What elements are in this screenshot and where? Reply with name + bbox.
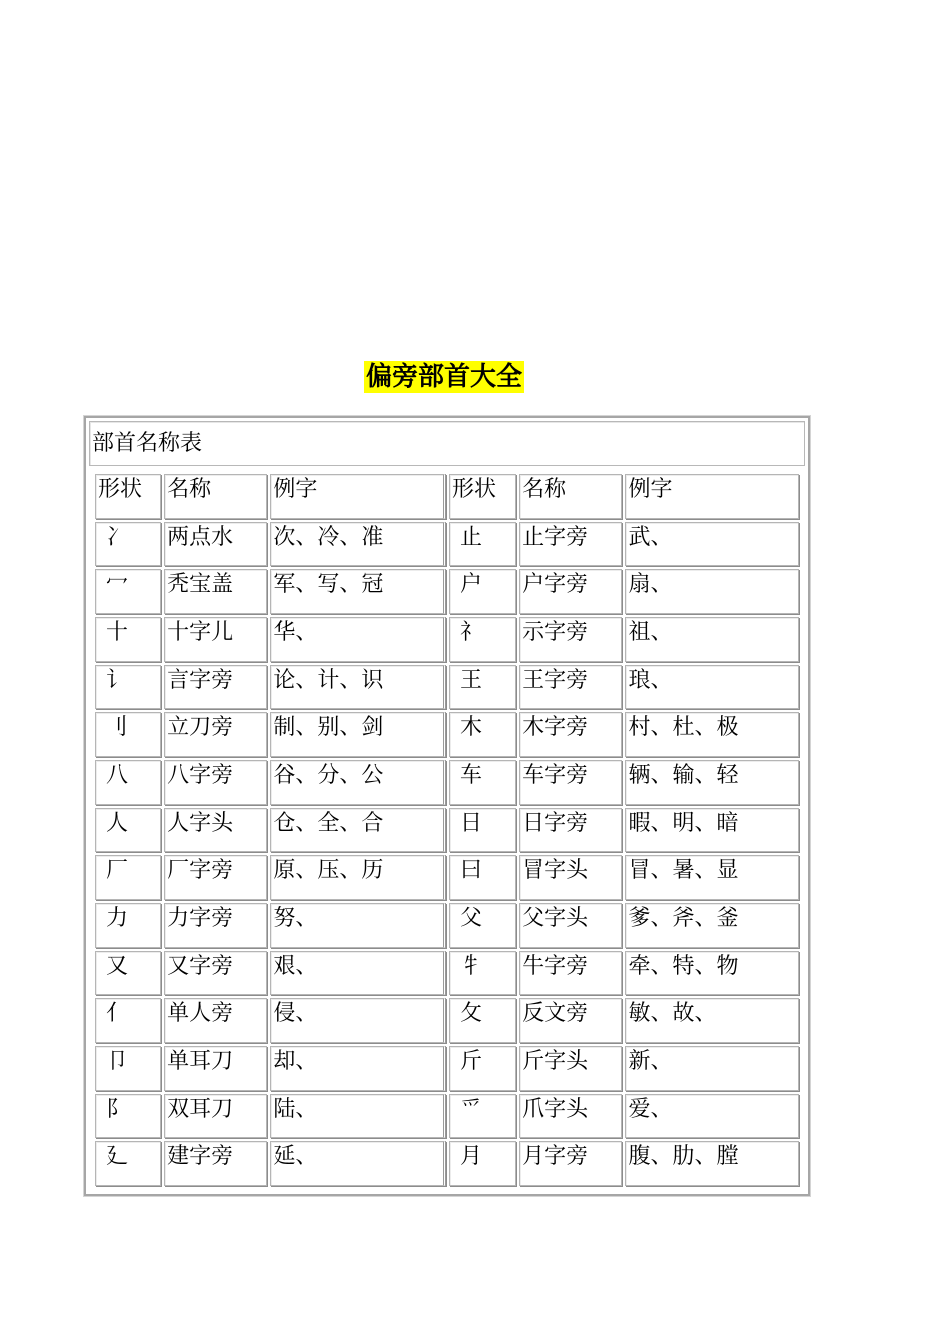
cell-name: 日字旁 xyxy=(519,808,622,853)
cell-name: 牛字旁 xyxy=(519,951,622,996)
cell-name: 两点水 xyxy=(164,522,267,567)
cell-examples: 冒、暑、显 xyxy=(625,855,799,900)
table-row xyxy=(95,569,799,614)
cell-examples: 制、别、剑 xyxy=(270,712,446,757)
cell-examples: 腹、肋、膛 xyxy=(625,1141,799,1186)
cell-name: 爪字头 xyxy=(519,1094,622,1139)
cell-shape: 止 xyxy=(449,522,516,567)
table-row xyxy=(95,712,799,757)
table-row xyxy=(95,617,799,662)
cell-examples: 谷、分、公 xyxy=(270,760,446,805)
table-row xyxy=(95,1141,799,1186)
cell-shape: 木 xyxy=(449,712,516,757)
cell-name: 月字旁 xyxy=(519,1141,622,1186)
cell-shape: 八 xyxy=(95,760,161,805)
cell-name: 父字头 xyxy=(519,903,622,948)
cell-shape: 卩 xyxy=(95,1046,161,1091)
cell-name: 秃宝盖 xyxy=(164,569,267,614)
cell-shape: 讠 xyxy=(95,665,161,710)
table-header-row xyxy=(95,474,799,519)
cell-shape: 牜 xyxy=(449,951,516,996)
header-cell-shape: 形状 xyxy=(95,474,161,519)
cell-name: 车字旁 xyxy=(519,760,622,805)
cell-shape: 曰 xyxy=(449,855,516,900)
cell-examples: 侵、 xyxy=(270,998,446,1043)
cell-name: 示字旁 xyxy=(519,617,622,662)
cell-name: 反文旁 xyxy=(519,998,622,1043)
cell-examples: 琅、 xyxy=(625,665,799,710)
cell-name: 八字旁 xyxy=(164,760,267,805)
cell-shape: 十 xyxy=(95,617,161,662)
cell-name: 斤字头 xyxy=(519,1046,622,1091)
radical-table-frame xyxy=(84,416,810,1196)
cell-examples: 爹、斧、釜 xyxy=(625,903,799,948)
cell-examples: 却、 xyxy=(270,1046,446,1091)
cell-examples: 辆、输、轻 xyxy=(625,760,799,805)
cell-examples: 敏、故、 xyxy=(625,998,799,1043)
cell-name: 单耳刀 xyxy=(164,1046,267,1091)
cell-shape: 攵 xyxy=(449,998,516,1043)
table-row xyxy=(95,903,799,948)
cell-name: 言字旁 xyxy=(164,665,267,710)
cell-shape: 阝 xyxy=(95,1094,161,1139)
header-cell-examples: 例字 xyxy=(270,474,446,519)
radical-table xyxy=(92,471,802,1189)
cell-shape: 车 xyxy=(449,760,516,805)
cell-shape: 王 xyxy=(449,665,516,710)
table-row xyxy=(95,951,799,996)
cell-shape: 日 xyxy=(449,808,516,853)
cell-shape: 又 xyxy=(95,951,161,996)
table-row xyxy=(95,998,799,1043)
cell-examples: 武、 xyxy=(625,522,799,567)
cell-name: 木字旁 xyxy=(519,712,622,757)
cell-name: 又字旁 xyxy=(164,951,267,996)
page-title xyxy=(0,356,888,393)
table-row xyxy=(95,808,799,853)
cell-shape: 礻 xyxy=(449,617,516,662)
cell-examples: 扇、 xyxy=(625,569,799,614)
cell-shape: 力 xyxy=(95,903,161,948)
cell-name: 双耳刀 xyxy=(164,1094,267,1139)
cell-shape: 户 xyxy=(449,569,516,614)
cell-examples: 陆、 xyxy=(270,1094,446,1139)
cell-examples: 艰、 xyxy=(270,951,446,996)
cell-name: 人字头 xyxy=(164,808,267,853)
table-row xyxy=(95,760,799,805)
cell-name: 力字旁 xyxy=(164,903,267,948)
cell-shape: 爫 xyxy=(449,1094,516,1139)
table-row xyxy=(95,522,799,567)
table-caption-text: 部首名称表 xyxy=(92,431,203,456)
cell-name: 建字旁 xyxy=(164,1141,267,1186)
cell-shape: 斤 xyxy=(449,1046,516,1091)
header-cell-name: 名称 xyxy=(164,474,267,519)
page-title-text: 偏旁部首大全 xyxy=(365,362,522,392)
cell-examples: 原、压、历 xyxy=(270,855,446,900)
cell-name: 止字旁 xyxy=(519,522,622,567)
cell-examples: 努、 xyxy=(270,903,446,948)
cell-name: 王字旁 xyxy=(519,665,622,710)
cell-examples: 祖、 xyxy=(625,617,799,662)
cell-shape: 刂 xyxy=(95,712,161,757)
cell-name: 立刀旁 xyxy=(164,712,267,757)
cell-examples: 次、冷、准 xyxy=(270,522,446,567)
cell-name: 单人旁 xyxy=(164,998,267,1043)
cell-shape: 廴 xyxy=(95,1141,161,1186)
cell-examples: 新、 xyxy=(625,1046,799,1091)
cell-examples: 爱、 xyxy=(625,1094,799,1139)
header-cell-shape: 形状 xyxy=(449,474,516,519)
cell-name: 十字儿 xyxy=(164,617,267,662)
table-row xyxy=(95,665,799,710)
cell-examples: 军、写、冠 xyxy=(270,569,446,614)
cell-examples: 仓、全、合 xyxy=(270,808,446,853)
cell-shape: 父 xyxy=(449,903,516,948)
cell-examples: 延、 xyxy=(270,1141,446,1186)
cell-name: 厂字旁 xyxy=(164,855,267,900)
cell-shape: 人 xyxy=(95,808,161,853)
cell-shape: 厂 xyxy=(95,855,161,900)
cell-name: 冒字头 xyxy=(519,855,622,900)
cell-examples: 村、杜、极 xyxy=(625,712,799,757)
table-row xyxy=(95,1094,799,1139)
cell-shape: 亻 xyxy=(95,998,161,1043)
cell-shape: 冖 xyxy=(95,569,161,614)
cell-examples: 牵、特、物 xyxy=(625,951,799,996)
cell-name: 户字旁 xyxy=(519,569,622,614)
cell-examples: 论、计、识 xyxy=(270,665,446,710)
table-row xyxy=(95,855,799,900)
cell-examples: 华、 xyxy=(270,617,446,662)
header-cell-examples: 例字 xyxy=(625,474,799,519)
table-row xyxy=(95,1046,799,1091)
header-cell-name: 名称 xyxy=(519,474,622,519)
table-caption xyxy=(89,421,805,466)
cell-shape: 月 xyxy=(449,1141,516,1186)
cell-examples: 暇、明、暗 xyxy=(625,808,799,853)
cell-shape: 冫 xyxy=(95,522,161,567)
